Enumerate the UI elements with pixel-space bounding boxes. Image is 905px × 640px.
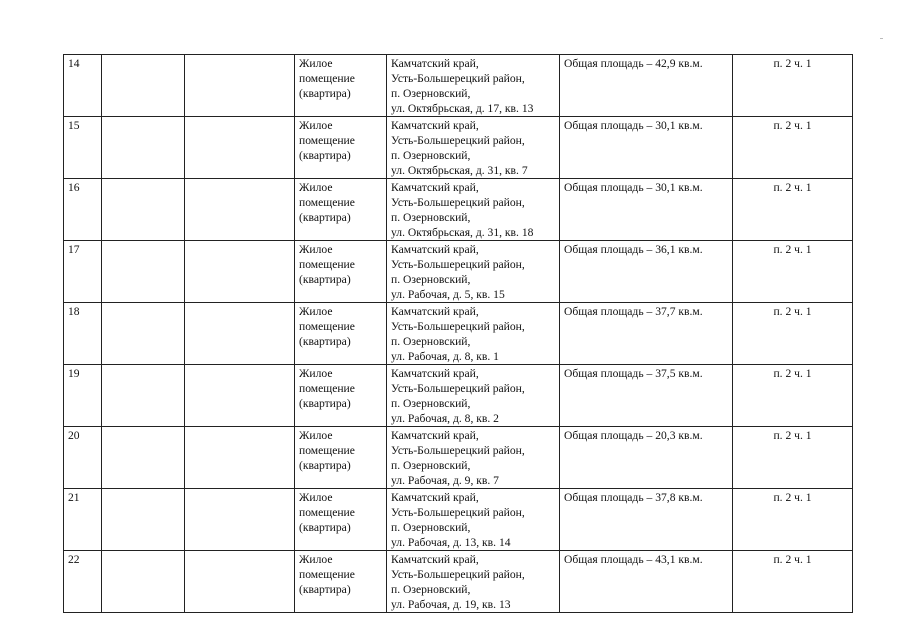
legal-basis-cell: п. 2 ч. 1 xyxy=(733,241,853,303)
address-line: Камчатский край, xyxy=(391,491,479,504)
table-row xyxy=(64,241,853,303)
address-cell xyxy=(387,365,560,427)
address-line: ул. Рабочая, д. 19, кв. 13 xyxy=(391,598,511,611)
address-cell xyxy=(387,117,560,179)
table-row xyxy=(64,427,853,489)
legal-basis-cell: п. 2 ч. 1 xyxy=(733,427,853,489)
address-cell xyxy=(387,303,560,365)
object-type-line: помещение xyxy=(299,134,355,147)
address-cell xyxy=(387,427,560,489)
object-type-cell xyxy=(295,489,387,551)
empty-cell xyxy=(102,179,185,241)
object-type-line: Жилое xyxy=(299,305,333,318)
empty-cell xyxy=(102,427,185,489)
object-type-line: (квартира) xyxy=(299,273,351,286)
object-type-line: помещение xyxy=(299,382,355,395)
object-type-line: (квартира) xyxy=(299,583,351,596)
address-line: ул. Рабочая, д. 8, кв. 1 xyxy=(391,350,499,363)
address-cell xyxy=(387,55,560,117)
legal-basis-cell: п. 2 ч. 1 xyxy=(733,179,853,241)
row-number-cell: 19 xyxy=(64,365,102,427)
legal-basis-cell: п. 2 ч. 1 xyxy=(733,551,853,613)
address-line: Усть-Большерецкий район, xyxy=(391,320,525,333)
object-type-line: помещение xyxy=(299,320,355,333)
address-line: Камчатский край, xyxy=(391,305,479,318)
address-line: ул. Октябрьская, д. 31, кв. 7 xyxy=(391,164,528,177)
address-line: ул. Октябрьская, д. 17, кв. 13 xyxy=(391,102,534,115)
address-line: Усть-Большерецкий район, xyxy=(391,506,525,519)
object-type-line: Жилое xyxy=(299,553,333,566)
empty-cell xyxy=(185,241,295,303)
address-line: ул. Рабочая, д. 13, кв. 14 xyxy=(391,536,511,549)
area-cell: Общая площадь – 37,8 кв.м. xyxy=(560,489,733,551)
row-number-cell: 20 xyxy=(64,427,102,489)
legal-basis-cell: п. 2 ч. 1 xyxy=(733,303,853,365)
address-line: п. Озерновский, xyxy=(391,335,471,348)
address-line: Усть-Большерецкий район, xyxy=(391,568,525,581)
address-line: п. Озерновский, xyxy=(391,149,471,162)
legal-basis-cell: п. 2 ч. 1 xyxy=(733,55,853,117)
object-type-line: Жилое xyxy=(299,367,333,380)
table-row xyxy=(64,179,853,241)
row-number-cell: 16 xyxy=(64,179,102,241)
address-cell xyxy=(387,179,560,241)
empty-cell xyxy=(185,179,295,241)
address-line: п. Озерновский, xyxy=(391,87,471,100)
row-number-cell: 22 xyxy=(64,551,102,613)
area-cell: Общая площадь – 30,1 кв.м. xyxy=(560,117,733,179)
object-type-cell xyxy=(295,179,387,241)
object-type-line: (квартира) xyxy=(299,211,351,224)
row-number-cell: 17 xyxy=(64,241,102,303)
object-type-line: помещение xyxy=(299,196,355,209)
address-cell xyxy=(387,551,560,613)
object-type-line: помещение xyxy=(299,72,355,85)
address-line: п. Озерновский, xyxy=(391,521,471,534)
address-line: Камчатский край, xyxy=(391,181,479,194)
empty-cell xyxy=(185,427,295,489)
area-cell: Общая площадь – 36,1 кв.м. xyxy=(560,241,733,303)
object-type-cell xyxy=(295,551,387,613)
object-type-line: Жилое xyxy=(299,429,333,442)
address-line: ул. Октябрьская, д. 31, кв. 18 xyxy=(391,226,534,239)
object-type-cell xyxy=(295,241,387,303)
address-line: ул. Рабочая, д. 9, кв. 7 xyxy=(391,474,499,487)
address-line: п. Озерновский, xyxy=(391,459,471,472)
area-cell: Общая площадь – 43,1 кв.м. xyxy=(560,551,733,613)
address-line: ул. Рабочая, д. 8, кв. 2 xyxy=(391,412,499,425)
address-line: п. Озерновский, xyxy=(391,211,471,224)
area-cell: Общая площадь – 37,5 кв.м. xyxy=(560,365,733,427)
object-type-cell xyxy=(295,365,387,427)
address-cell xyxy=(387,241,560,303)
address-line: Усть-Большерецкий район, xyxy=(391,444,525,457)
address-cell xyxy=(387,489,560,551)
empty-cell xyxy=(185,551,295,613)
address-line: п. Озерновский, xyxy=(391,397,471,410)
legal-basis-cell: п. 2 ч. 1 xyxy=(733,117,853,179)
empty-cell xyxy=(102,241,185,303)
object-type-line: Жилое xyxy=(299,243,333,256)
object-type-cell xyxy=(295,117,387,179)
object-type-cell xyxy=(295,427,387,489)
row-number-cell: 15 xyxy=(64,117,102,179)
empty-cell xyxy=(185,365,295,427)
object-type-line: помещение xyxy=(299,444,355,457)
empty-cell xyxy=(185,55,295,117)
scan-speck xyxy=(880,38,883,39)
table-row xyxy=(64,55,853,117)
address-line: п. Озерновский, xyxy=(391,583,471,596)
object-type-line: Жилое xyxy=(299,491,333,504)
object-type-cell xyxy=(295,303,387,365)
address-line: Усть-Большерецкий район, xyxy=(391,382,525,395)
table-row xyxy=(64,365,853,427)
empty-cell xyxy=(102,489,185,551)
address-line: Камчатский край, xyxy=(391,243,479,256)
row-number-cell: 14 xyxy=(64,55,102,117)
table-row xyxy=(64,117,853,179)
empty-cell xyxy=(102,55,185,117)
object-type-line: (квартира) xyxy=(299,335,351,348)
address-line: Камчатский край, xyxy=(391,367,479,380)
empty-cell xyxy=(185,117,295,179)
area-cell: Общая площадь – 20,3 кв.м. xyxy=(560,427,733,489)
object-type-line: (квартира) xyxy=(299,87,351,100)
address-line: Камчатский край, xyxy=(391,429,479,442)
object-type-line: (квартира) xyxy=(299,397,351,410)
object-type-line: помещение xyxy=(299,258,355,271)
address-line: Усть-Большерецкий район, xyxy=(391,72,525,85)
object-type-cell xyxy=(295,55,387,117)
object-type-line: Жилое xyxy=(299,119,333,132)
row-number-cell: 21 xyxy=(64,489,102,551)
address-line: Усть-Большерецкий район, xyxy=(391,134,525,147)
object-type-line: помещение xyxy=(299,568,355,581)
object-type-line: Жилое xyxy=(299,57,333,70)
empty-cell xyxy=(102,117,185,179)
address-line: Камчатский край, xyxy=(391,57,479,70)
table-body xyxy=(64,55,853,613)
address-line: Камчатский край, xyxy=(391,119,479,132)
object-type-line: Жилое xyxy=(299,181,333,194)
address-line: ул. Рабочая, д. 5, кв. 15 xyxy=(391,288,505,301)
area-cell: Общая площадь – 37,7 кв.м. xyxy=(560,303,733,365)
object-type-line: помещение xyxy=(299,506,355,519)
address-line: Усть-Большерецкий район, xyxy=(391,196,525,209)
table-row xyxy=(64,303,853,365)
table-row xyxy=(64,489,853,551)
address-line: п. Озерновский, xyxy=(391,273,471,286)
object-type-line: (квартира) xyxy=(299,521,351,534)
empty-cell xyxy=(185,303,295,365)
object-type-line: (квартира) xyxy=(299,149,351,162)
row-number-cell: 18 xyxy=(64,303,102,365)
table-row xyxy=(64,551,853,613)
legal-basis-cell: п. 2 ч. 1 xyxy=(733,489,853,551)
area-cell: Общая площадь – 42,9 кв.м. xyxy=(560,55,733,117)
property-table xyxy=(63,54,853,613)
address-line: Усть-Большерецкий район, xyxy=(391,258,525,271)
legal-basis-cell: п. 2 ч. 1 xyxy=(733,365,853,427)
empty-cell xyxy=(102,365,185,427)
empty-cell xyxy=(102,303,185,365)
empty-cell xyxy=(185,489,295,551)
empty-cell xyxy=(102,551,185,613)
area-cell: Общая площадь – 30,1 кв.м. xyxy=(560,179,733,241)
object-type-line: (квартира) xyxy=(299,459,351,472)
address-line: Камчатский край, xyxy=(391,553,479,566)
